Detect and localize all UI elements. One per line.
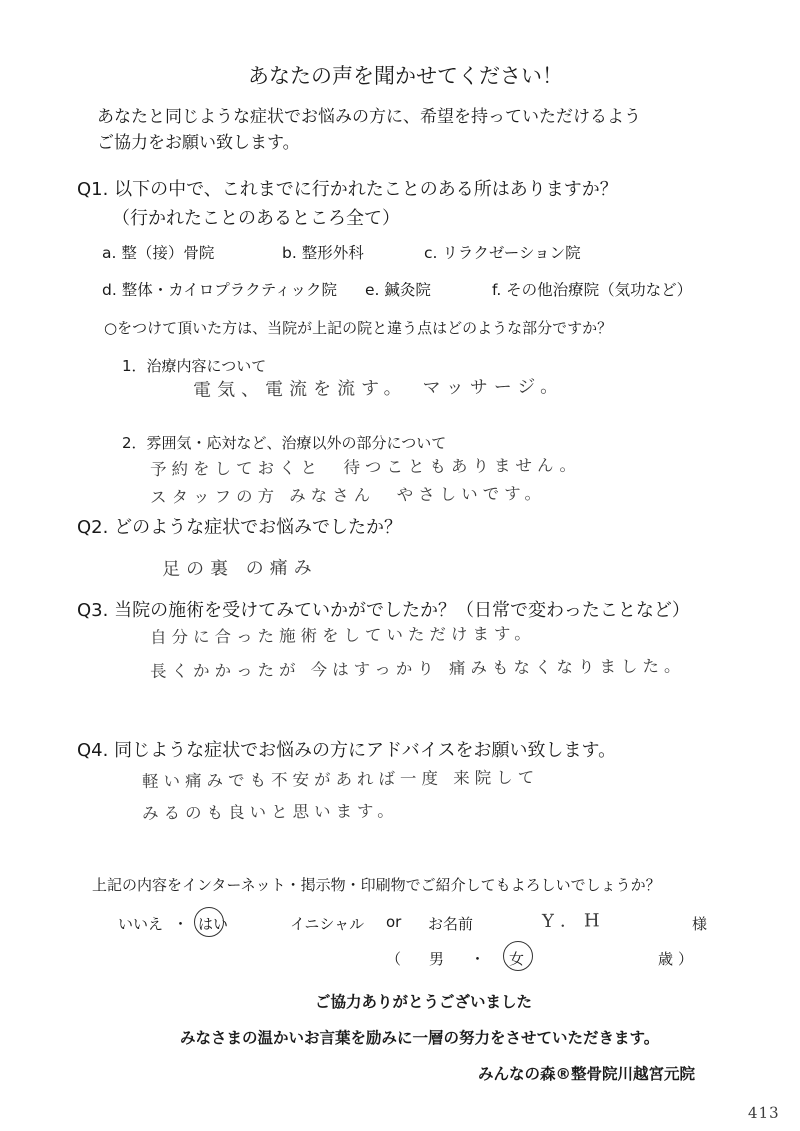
q1-option-f: f. その他治療院（気功など） (492, 281, 693, 299)
q1-followup: ○をつけて頂いた方は、当院が上記の院と違う点はどのような部分ですか？ (104, 319, 613, 337)
honorific-sama: 様 (692, 915, 708, 933)
closing-message: みなさまの温かいお言葉を励みに一層の努力をさせていただきます。 (180, 1029, 660, 1047)
q1-item2-answer-line1: 予約をしておくと 待つこともありません。 (149, 455, 582, 479)
intro-line-1: あなたと同じような症状でお悩みの方に、希望を持っていただけるよう (97, 107, 641, 127)
q3-answer-line1: 自分に合った施術をしていただけます。 (149, 623, 536, 647)
gender-male: 男 (429, 950, 445, 968)
q1-option-c: c. リラクゼーション院 (424, 244, 581, 262)
female-circle-mark (503, 941, 533, 971)
name-label: お名前 (428, 915, 474, 933)
q1-item1-label: 1．治療内容について (122, 357, 267, 375)
q1-item2-label: 2．雰囲気・応対など、治療以外の部分について (122, 434, 447, 452)
or-label: or (386, 913, 402, 931)
gender-separator: ・ (470, 950, 486, 968)
intro-line-2: ご協力をお願い致します。 (97, 133, 300, 153)
q1-question: Q1. 以下の中で、これまでに行かれたことのある所はありますか？ (77, 179, 618, 200)
q2-question: Q2. どのような症状でお悩みでしたか？ (77, 517, 403, 538)
q1-note: （行かれたことのあるところ全て） (112, 208, 400, 229)
q1-item2-answer-line2: スタッフの方 みなさん やさしいです。 (149, 483, 547, 507)
q3-answer-line2: 長くかかったが 今はすっかり 痛みもなくなりました。 (149, 656, 686, 681)
consent-no: いいえ (118, 915, 164, 933)
initial-label: イニシャル (290, 915, 365, 933)
consent-yes: はい (198, 915, 229, 933)
q3-question: Q3. 当院の施術を受けてみていかがでしたか？（日常で変わったことなど） (77, 600, 690, 621)
clinic-name: みんなの森®整骨院川越宮元院 (478, 1065, 696, 1083)
name-value: Y．H (541, 910, 606, 932)
consent-question: 上記の内容をインターネット・掲示物・印刷物でご紹介してもよろしいでしょうか？ (92, 876, 661, 894)
q2-answer: 足の裏 の痛み (161, 557, 318, 580)
q1-item1-answer: 電気、電流を流す。 マッサージ。 (192, 376, 565, 401)
survey-title: あなたの声を聞かせてください！ (248, 64, 563, 88)
yes-circle-mark (194, 907, 224, 937)
age-label: 歳 (658, 950, 674, 968)
q1-option-e: e. 鍼灸院 (365, 281, 431, 299)
q1-option-d: d. 整体・カイロプラクティック院 (102, 281, 337, 299)
q4-answer-line1: 軽い痛みでも不安があれば一度 来院して (141, 767, 540, 791)
page-number: 413 (747, 1103, 780, 1122)
open-paren: （ (386, 950, 402, 968)
q1-option-a: a. 整（接）骨院 (102, 244, 215, 262)
q1-option-b: b. 整形外科 (282, 244, 364, 262)
q4-question: Q4. 同じような症状でお悩みの方にアドバイスをお願い致します。 (77, 740, 617, 761)
gender-female: 女 (509, 950, 525, 968)
thanks-message: ご協力ありがとうございました (315, 993, 533, 1011)
consent-separator: ・ (173, 915, 189, 933)
q4-answer-line2: みるのも良いと思います。 (141, 801, 399, 823)
close-paren: ） (678, 950, 694, 968)
